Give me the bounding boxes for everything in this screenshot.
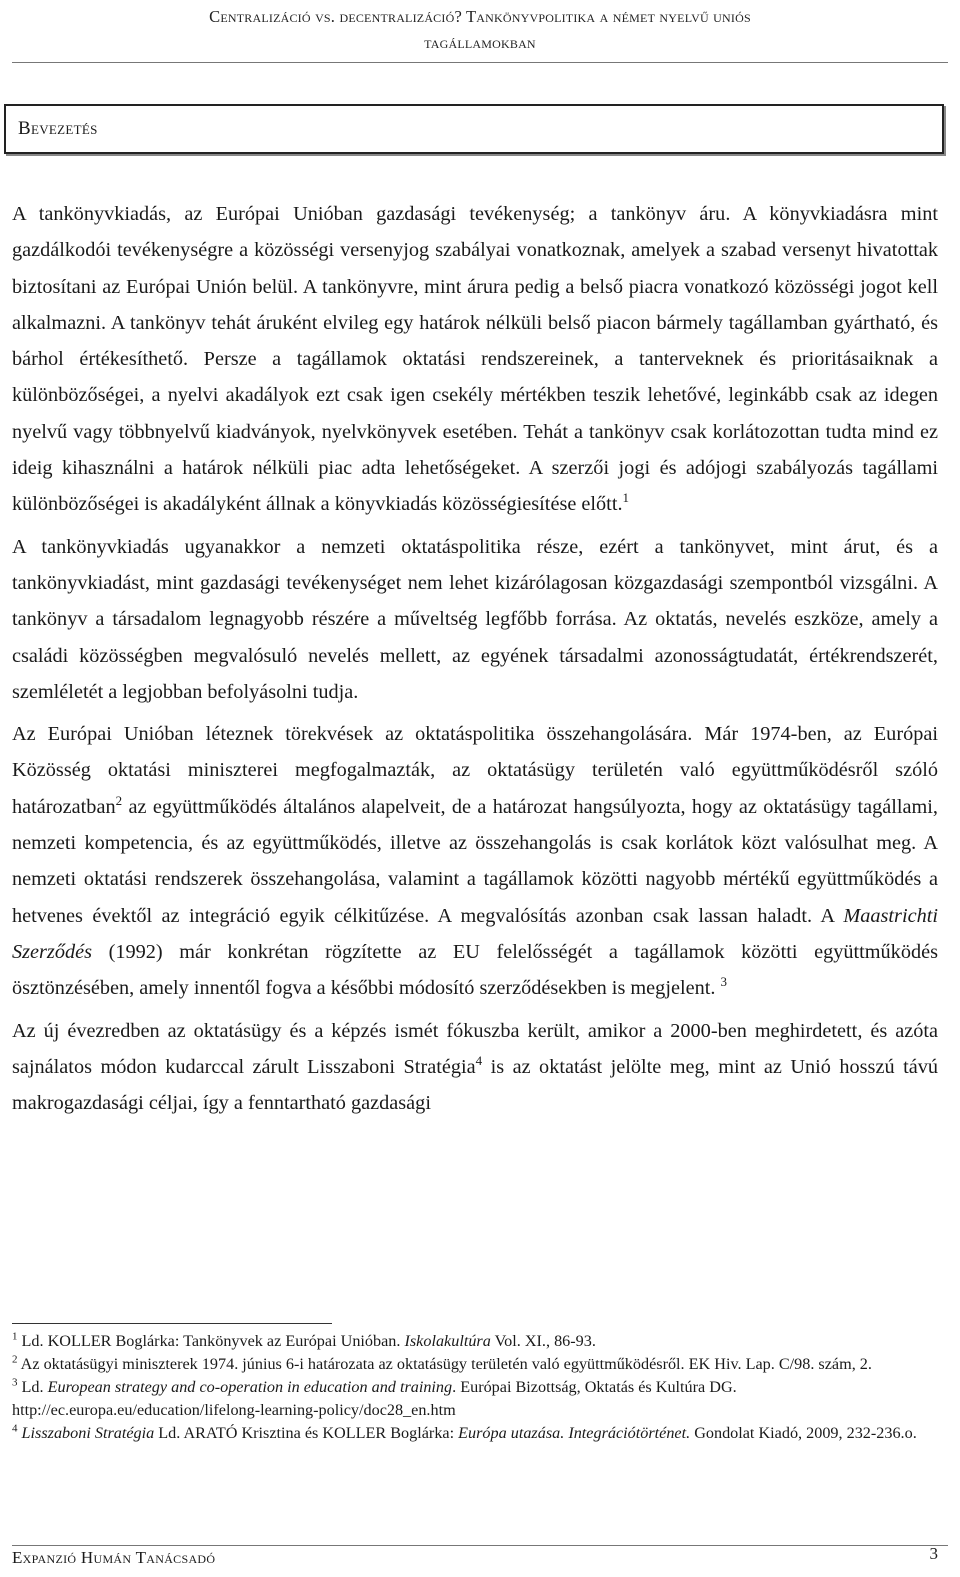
paragraph-3-italic: Maastrichti Szerződés (12, 904, 938, 963)
footnote-3-text-b: . Európai Bizottság, Oktatás és Kultúra DG. (452, 1378, 737, 1396)
footnote-1-text-a: Ld. KOLLER Boglárka: Tankönyvek az Európai Unióban. (17, 1332, 405, 1350)
footnote-3-text-a: Ld. (17, 1378, 48, 1396)
header-line-2: tagállamokban (424, 33, 536, 52)
footnote-1 (12, 1330, 938, 1353)
footnote-3-link[interactable]: http://ec.europa.eu/education/lifelong-learning-policy/doc28_en.htm (12, 1401, 456, 1419)
paragraph-2: A tankönyvkiadás ugyanakkor a nemzeti oktatáspolitika része, ezért a tankönyvet, mint árut, és a tankönyvkiadást, mint gazdasági tevékenységet nem lehet kizárólagosan közgazdasági szempontból vizsgálni. A tankönyv a társadalom legnagyobb részére a műveltség legfőbb forrása. Az oktatás, nevelés eszköze, amely a családi közösségben megvalósuló nevelés mellett, az egyének társadalmi azonosságtudatát, értékrendszerét, szemléletét a legjobban befolyásolni tudja. (12, 535, 938, 703)
paragraph-3-text-b: az együttműködés általános alapelveit, de a határozat hangsúlyozta, hogy az oktatásügy tagállami, nemzeti kompetencia, és az együttműködés, illetve az összehangolás is csak korlátok közt valósulhat meg. A nemzeti oktatási rendszerek összehangolása, valamint a tagállamok közötti nagyobb mértékű együttműködés a hetvenes évektől az integráció egyik célkitűzése. A megvalósítás azonban csak lassan haladt. A (12, 795, 938, 927)
section-title: Bevezetés (18, 118, 98, 139)
paragraph-1-text: A tankönyvkiadás, az Európai Unióban gazdasági tevékenység; a tankönyv áru. A könyvkiadásra mint gazdálkodói tevékenységre a közösségi versenyjog szabályai vonatkoznak, amelyek a szabad versenyt hivatottak biztosítani az Európai Unión belül. A tankönyvre, mint árura pedig a belső piacra vonatkozó közösségi jogot kell alkalmazni. A tankönyv tehát áruként elvileg egy határok nélküli belső piacon bármely tagállamban gyártható, és bárhol értékesíthető. Persze a tagállamok oktatási rendszereinek, a tanterveknek és prioritásaiknak a különbözőségei, a nyelvi akadályok ezt csak igen csekély mértékben teszik lehetővé, leginkább csak az idegen nyelvű vagy többnyelvű kiadványok, nyelvkönyvek esetében. Tehát a tankönyv csak korlátozottan tudta mind ez ideig kihasználni a határok nélküli piac adta lehetőségeket. A szerzői jogi és adójogi szabályozás tagállami különbözőségei is akadályként állnak a könyvkiadás közösségiesítése előtt. (12, 203, 938, 516)
footnote-3-italic: European strategy and co-operation in education and training (47, 1378, 453, 1396)
paragraph-3-text-c: (1992) már konkrétan rögzítette az EU felelősségét a tagállamok közötti együttműködés ösztönzésében, amely innentől fogva a későbbi módosító szerződésekben is megjelent. (12, 940, 938, 1000)
section-heading-box (4, 104, 944, 154)
header-rule (12, 62, 948, 63)
footnote-ref-3[interactable]: 3 (720, 974, 728, 990)
footnote-4 (12, 1422, 938, 1445)
running-header (0, 4, 960, 56)
paragraph-4-text-b: is az oktatást jelölte meg, mint az Unió hosszú távú makrogazdasági céljai, így a fenntartható gazdasági (12, 1055, 938, 1115)
header-line-1: Centralizáció vs. decentralizáció? Tankönyvpolitika a német nyelvű uniós (209, 7, 751, 26)
footnote-ref-4[interactable]: 4 (475, 1053, 483, 1069)
footnote-3 (12, 1376, 938, 1422)
paragraph-3 (12, 716, 938, 1006)
footnote-1-italic: Iskolakultúra (404, 1332, 491, 1350)
footnote-1-text-b: Vol. XI., 86-93. (490, 1332, 596, 1350)
footnote-4-text-a: Ld. ARATÓ Krisztina és KOLLER Boglárka: (154, 1424, 459, 1442)
body-text (12, 196, 938, 1121)
paragraph-1 (12, 196, 938, 523)
footnote-4-text-b: Gondolat Kiadó, 2009, 232-236.o. (690, 1424, 917, 1442)
footnote-rule (12, 1323, 332, 1324)
footnote-4-italic-2: Európa utazása. Integrációtörténet. (458, 1424, 691, 1442)
paragraph-3-text-a: Az Európai Unióban léteznek törekvések az oktatáspolitika összehangolására. Már 1974-ben, az Európai Közösség oktatási miniszterei megfogalmazták, az oktatásügy területén való együttműködésről szóló határozatban (12, 723, 938, 818)
paragraph-4 (12, 1013, 938, 1122)
footnote-1-number: 1 (12, 1330, 18, 1343)
paragraph-4-text-a: Az új évezredben az oktatásügy és a képzés ismét fókuszba került, amikor a 2000-ben meghirdetett, és azóta sajnálatos módon kudarccal zárult Lisszaboni Stratégia (12, 1019, 938, 1078)
footer-publisher: Expanzió Humán Tanácsadó (12, 1548, 216, 1567)
page-number: 3 (929, 1544, 938, 1563)
footer-rule (12, 1545, 948, 1546)
footnotes (12, 1330, 938, 1445)
footnote-2-number: 2 (12, 1353, 18, 1366)
footnote-3-number: 3 (12, 1376, 18, 1389)
footnote-ref-1[interactable]: 1 (622, 490, 630, 506)
footnote-4-italic-1: Lisszaboni Stratégia (17, 1424, 155, 1442)
footnote-ref-2[interactable]: 2 (115, 792, 123, 808)
footnote-2 (12, 1353, 938, 1376)
footnote-2-text: Az oktatásügyi miniszterek 1974. június 6-i határozata az oktatásügy területén való együttműködésről. EK Hiv. Lap. C/98. szám, 2. (17, 1355, 872, 1373)
footnote-4-number: 4 (12, 1422, 18, 1435)
